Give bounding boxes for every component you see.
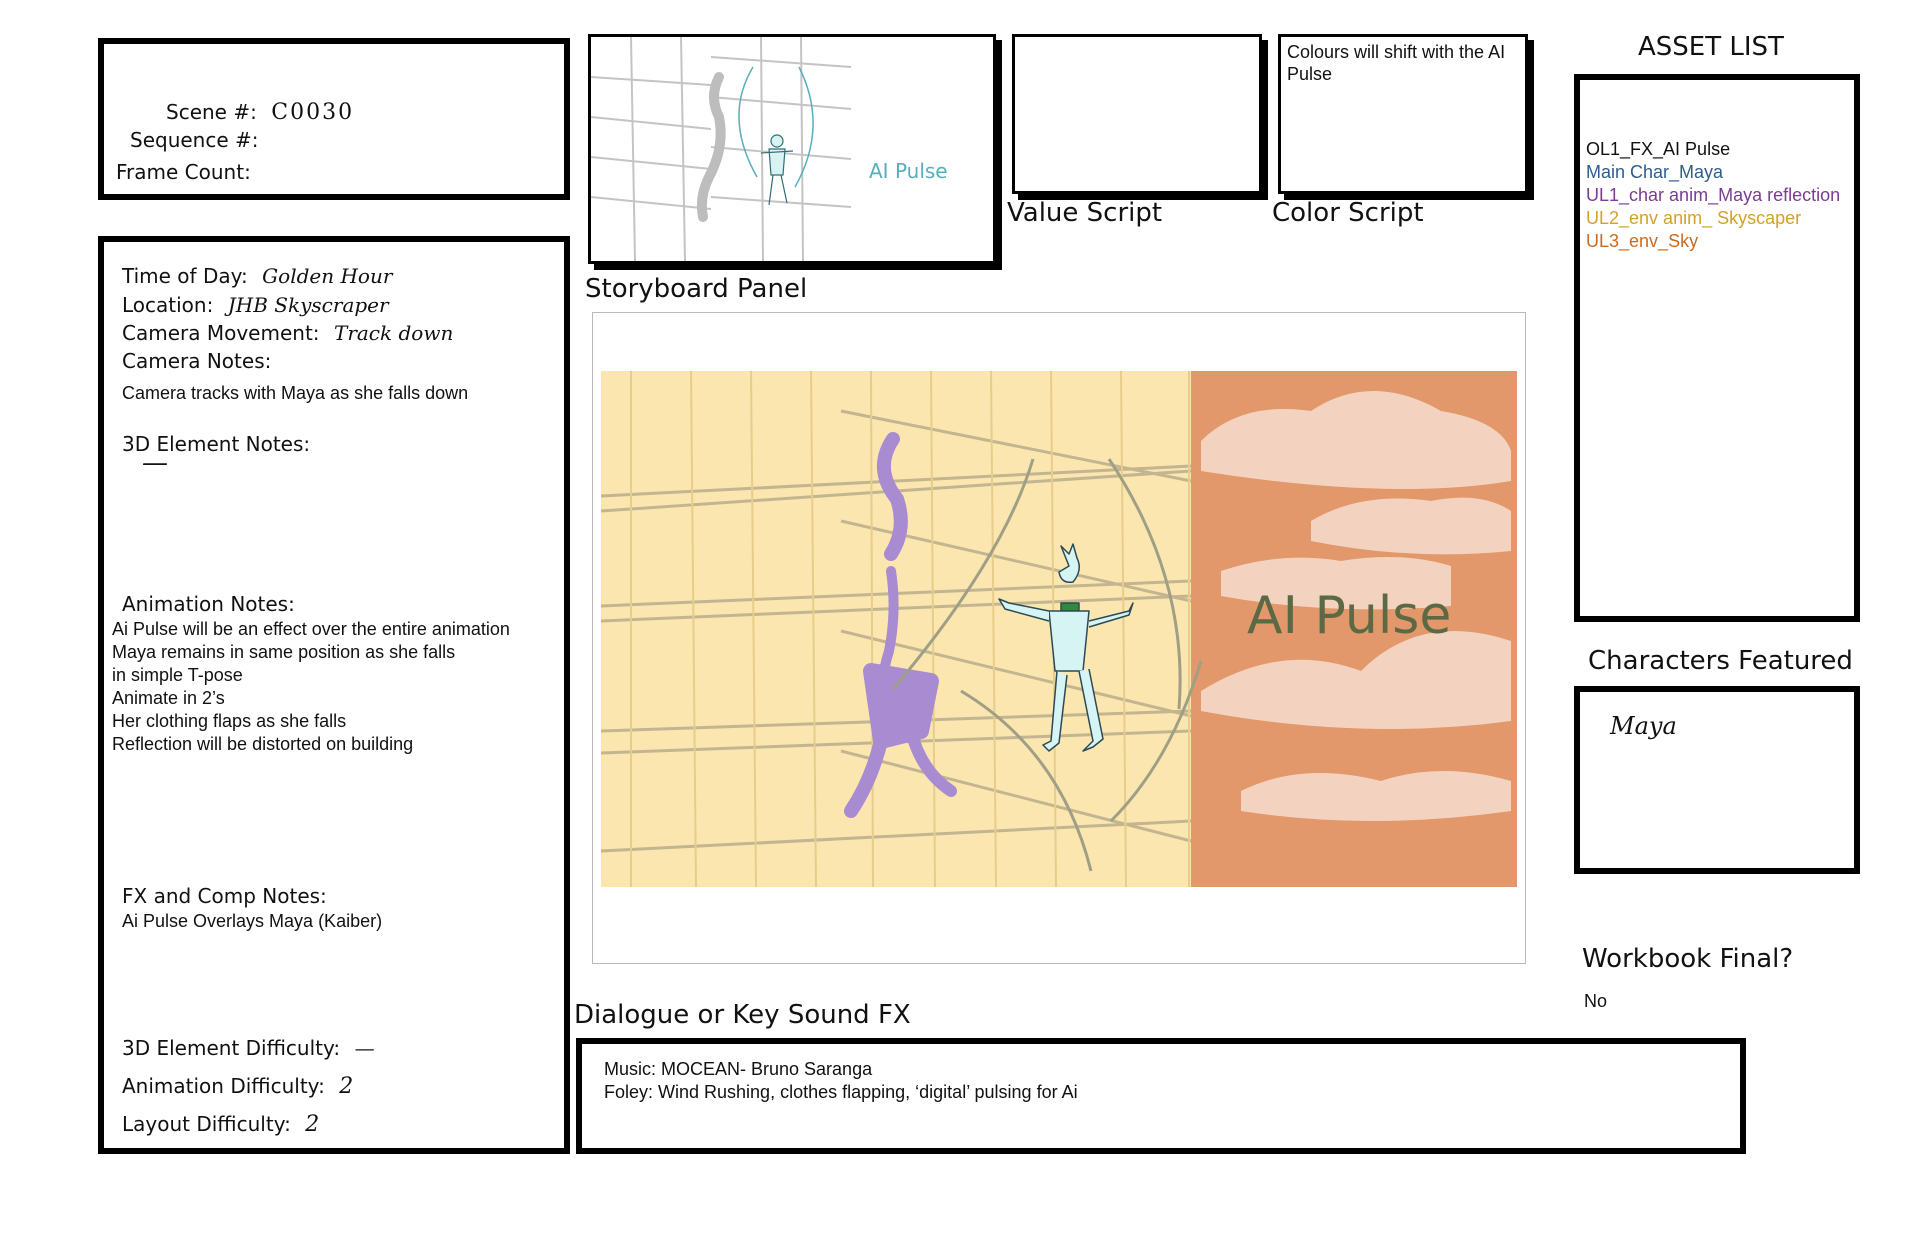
asset-list-items xyxy=(1586,138,1840,253)
value-script-box xyxy=(1012,34,1262,194)
animation-notes-row xyxy=(122,592,305,616)
animation-note-line: in simple T-pose xyxy=(112,665,243,685)
asset-item: UL1_char anim_Maya reflection xyxy=(1586,185,1841,205)
layout-difficulty-label: Layout Difficulty: xyxy=(122,1112,291,1136)
asset-list-box xyxy=(1574,74,1860,622)
dialogue-heading: Dialogue or Key Sound FX xyxy=(574,1000,911,1030)
workbook-heading: Workbook Final? xyxy=(1582,944,1794,974)
animation-note-line: Maya remains in same position as she falls xyxy=(112,642,456,662)
element3d-notes-value: — xyxy=(142,448,168,478)
location-row xyxy=(122,293,389,317)
sequence-row xyxy=(130,128,269,152)
scene-row xyxy=(166,100,354,125)
asset-item: OL1_FX_AI Pulse xyxy=(1586,139,1731,159)
animation-note-line: Reflection will be distorted on building xyxy=(112,734,414,754)
dialogue-line: Music: MOCEAN- Bruno Saranga xyxy=(604,1059,873,1079)
fx-comp-label: FX and Comp Notes: xyxy=(122,884,327,908)
fx-comp-row xyxy=(122,884,337,908)
scene-info-box xyxy=(98,38,570,200)
thumbnail-annotation: AI Pulse xyxy=(869,159,948,183)
camera-notes-value: Camera tracks with Maya as she falls down xyxy=(122,383,469,403)
sequence-label: Sequence #: xyxy=(130,128,259,152)
asset-list-heading: ASSET LIST xyxy=(1638,32,1784,62)
scene-value: C0030 xyxy=(271,100,355,125)
time-of-day-row xyxy=(122,264,392,288)
time-of-day-value: Golden Hour xyxy=(262,264,393,288)
animation-difficulty-value: 2 xyxy=(339,1074,354,1099)
camera-movement-row xyxy=(122,321,453,345)
storyboard-panel-art xyxy=(601,371,1517,887)
color-script-note: Colours will shift with the AI Pulse xyxy=(1287,42,1506,84)
characters-heading: Characters Featured xyxy=(1588,646,1853,676)
animation-difficulty-label: Animation Difficulty: xyxy=(122,1074,325,1098)
camera-notes-label: Camera Notes: xyxy=(122,349,272,373)
element3d-difficulty-row xyxy=(122,1036,375,1060)
animation-notes-list xyxy=(112,618,510,756)
storyboard-caption: Storyboard Panel xyxy=(585,274,808,304)
camera-notes-row xyxy=(122,349,281,373)
fx-comp-value: Ai Pulse Overlays Maya (Kaiber) xyxy=(122,911,383,931)
scene-label: Scene #: xyxy=(166,100,257,124)
characters-box xyxy=(1574,686,1860,874)
thumbnail-sketch xyxy=(591,37,993,261)
character-name: Maya xyxy=(1610,712,1677,740)
thumbnail-panel xyxy=(588,34,996,264)
storyboard-annotation: AI Pulse xyxy=(1247,586,1452,646)
asset-item: UL2_env anim_ Skyscaper xyxy=(1586,208,1802,228)
location-value: JHB Skyscraper xyxy=(227,293,389,317)
element3d-notes-label: 3D Element Notes: xyxy=(122,432,311,456)
location-label: Location: xyxy=(122,293,214,317)
storyboard-frame xyxy=(592,312,1526,964)
layout-difficulty-value: 2 xyxy=(305,1112,320,1137)
dialogue-line: Foley: Wind Rushing, clothes flapping, ‘digital’ pulsing for Ai xyxy=(604,1082,1078,1102)
layout-difficulty-row xyxy=(122,1112,319,1137)
dialogue-box xyxy=(576,1038,1746,1154)
animation-notes-label: Animation Notes: xyxy=(122,592,295,616)
color-script-box xyxy=(1278,34,1528,194)
camera-movement-label: Camera Movement: xyxy=(122,321,320,345)
animation-difficulty-row xyxy=(122,1074,353,1099)
frame-count-row xyxy=(116,160,261,184)
animation-note-line: Her clothing flaps as she falls xyxy=(112,711,347,731)
color-script-caption: Color Script xyxy=(1272,198,1424,228)
element3d-difficulty-value: — xyxy=(354,1036,375,1060)
frame-count-label: Frame Count: xyxy=(116,160,251,184)
time-of-day-label: Time of Day: xyxy=(122,264,248,288)
production-notes-box xyxy=(98,236,570,1154)
animation-note-line: Animate in 2’s xyxy=(112,688,225,708)
asset-item: Main Char_Maya xyxy=(1586,162,1724,182)
camera-movement-value: Track down xyxy=(333,321,454,345)
animation-note-line: Ai Pulse will be an effect over the entire animation xyxy=(112,619,510,639)
value-script-caption: Value Script xyxy=(1007,198,1163,228)
asset-item: UL3_env_Sky xyxy=(1586,231,1699,251)
element3d-difficulty-label: 3D Element Difficulty: xyxy=(122,1036,341,1060)
workbook-value: No xyxy=(1584,991,1608,1011)
dialogue-lines xyxy=(604,1058,1078,1104)
